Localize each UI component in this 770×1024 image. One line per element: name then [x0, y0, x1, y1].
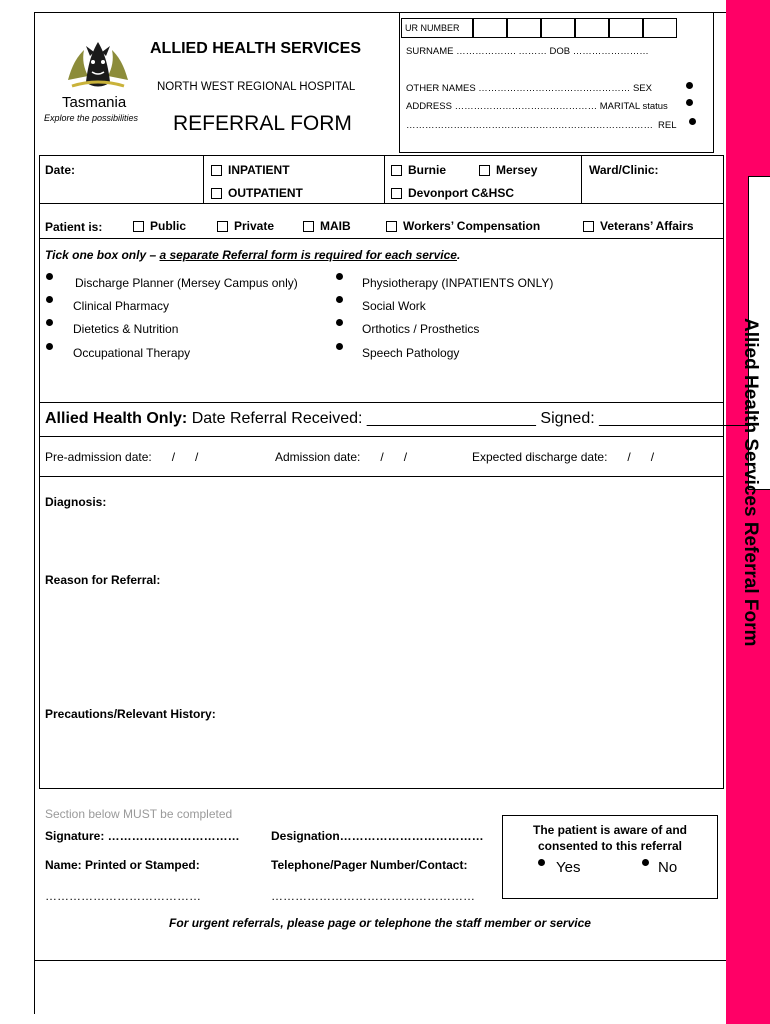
- no-bullet-icon[interactable]: [642, 859, 649, 866]
- devonport-option[interactable]: [391, 186, 514, 200]
- patient-is-label: Patient is:: [45, 220, 103, 234]
- allied-only-line: [45, 410, 750, 428]
- hospital-name: NORTH WEST REGIONAL HOSPITAL: [157, 81, 356, 93]
- allied-only-label: Allied Health Only:: [45, 410, 188, 427]
- urgent-note: For urgent referrals, please page or telephone the staff member or service: [169, 916, 591, 930]
- diagnosis-label: Diagnosis:: [45, 495, 107, 509]
- telephone-label: Telephone/Pager Number/Contact:: [271, 858, 468, 872]
- tasmania-logo-icon: [62, 36, 134, 94]
- dates-row-bottom: [39, 476, 724, 477]
- pre-admission-date[interactable]: Pre-admission date: / /: [45, 450, 199, 464]
- devonport-checkbox[interactable]: [391, 188, 402, 199]
- marital-bullet: [686, 99, 693, 106]
- services-instruction: [45, 248, 460, 262]
- ur-digit-2[interactable]: [507, 18, 541, 38]
- row-date-div3: [581, 155, 582, 203]
- telephone-field[interactable]: ……………………………………………: [271, 889, 475, 903]
- service-item[interactable]: Discharge Planner (Mersey Campus only): [75, 276, 298, 290]
- instruction-underlined: a separate Referral form is required for each service: [159, 248, 457, 262]
- yes-option[interactable]: Yes: [556, 859, 581, 876]
- footer-divider: [34, 960, 726, 961]
- allied-row-bottom: [39, 436, 724, 437]
- private-option[interactable]: [217, 219, 274, 233]
- inpatient-label: INPATIENT: [228, 163, 290, 177]
- precautions-label: Precautions/Relevant History:: [45, 707, 216, 721]
- devonport-label: Devonport C&HSC: [408, 186, 515, 200]
- private-label: Private: [234, 219, 275, 233]
- must-complete-note: Section below MUST be completed: [45, 807, 233, 821]
- allied-only-fields[interactable]: Date Referral Received: ___________________ Signed: _________________: [187, 410, 751, 427]
- public-checkbox[interactable]: [133, 221, 144, 232]
- surname-field[interactable]: SURNAME ………………. ……… DOB ……………………: [406, 46, 649, 57]
- frame-left: [34, 12, 35, 1014]
- inpatient-option[interactable]: [211, 163, 290, 177]
- name-label: Name: Printed or Stamped:: [45, 858, 200, 872]
- instruction-suffix: .: [456, 248, 461, 262]
- outpatient-label: OUTPATIENT: [228, 186, 303, 200]
- workers-comp-label: Workers’ Compensation: [403, 219, 541, 233]
- precautions-field[interactable]: [44, 724, 714, 784]
- reason-field[interactable]: [44, 590, 714, 700]
- private-checkbox[interactable]: [217, 221, 228, 232]
- service-bullet-icon[interactable]: [46, 296, 53, 303]
- reason-label: Reason for Referral:: [45, 573, 161, 587]
- org-name: ALLIED HEALTH SERVICES: [150, 40, 361, 57]
- address-field[interactable]: ADDRESS ……………………………………… MARITAL status: [406, 101, 668, 112]
- service-item[interactable]: Orthotics / Prosthetics: [362, 322, 480, 336]
- mersey-option[interactable]: [479, 163, 537, 177]
- address-line2[interactable]: ……………………………………………………………………: [406, 120, 653, 131]
- service-item[interactable]: Physiotherapy (INPATIENTS ONLY): [362, 276, 554, 290]
- veterans-option[interactable]: [583, 219, 694, 233]
- public-label: Public: [150, 219, 187, 233]
- ur-digit-4[interactable]: [575, 18, 609, 38]
- service-bullet-icon[interactable]: [46, 319, 53, 326]
- burnie-checkbox[interactable]: [391, 165, 402, 176]
- maib-option[interactable]: [303, 219, 351, 233]
- service-bullet-icon[interactable]: [336, 296, 343, 303]
- service-item[interactable]: Clinical Pharmacy: [73, 299, 170, 313]
- workers-comp-option[interactable]: [386, 219, 540, 233]
- logo-name: Tasmania: [62, 94, 127, 111]
- name-field[interactable]: …………………………………: [45, 889, 201, 903]
- form-title: REFERRAL FORM: [173, 112, 352, 135]
- admission-date[interactable]: Admission date: / /: [275, 450, 408, 464]
- row-patient-bottom: [39, 238, 724, 239]
- rel-label: REL: [658, 120, 677, 131]
- mersey-checkbox[interactable]: [479, 165, 490, 176]
- yes-bullet-icon[interactable]: [538, 859, 545, 866]
- outpatient-option[interactable]: [211, 186, 303, 200]
- veterans-checkbox[interactable]: [583, 221, 594, 232]
- burnie-option[interactable]: [391, 163, 446, 177]
- ur-digit-1[interactable]: [473, 18, 507, 38]
- no-option[interactable]: No: [658, 859, 678, 876]
- service-bullet-icon[interactable]: [46, 273, 53, 280]
- ur-digit-6[interactable]: [643, 18, 677, 38]
- outpatient-checkbox[interactable]: [211, 188, 222, 199]
- diagnosis-field[interactable]: [44, 512, 714, 567]
- allied-row-top: [39, 402, 724, 403]
- row-date-div1: [203, 155, 204, 203]
- inpatient-checkbox[interactable]: [211, 165, 222, 176]
- ward-clinic-label: Ward/Clinic:: [589, 163, 659, 177]
- ur-number-text: UR NUMBER: [405, 23, 460, 33]
- service-item[interactable]: Occupational Therapy: [73, 346, 191, 360]
- mersey-label: Mersey: [496, 163, 538, 177]
- consent-line1: The patient is aware of and: [532, 823, 688, 837]
- service-item[interactable]: Speech Pathology: [362, 346, 460, 360]
- rel-bullet: [689, 118, 696, 125]
- ur-digit-5[interactable]: [609, 18, 643, 38]
- service-item[interactable]: Social Work: [362, 299, 426, 313]
- logo-tagline: Explore the possibilities: [44, 113, 139, 123]
- ur-digit-3[interactable]: [541, 18, 575, 38]
- burnie-label: Burnie: [408, 163, 447, 177]
- veterans-label: Veterans’ Affairs: [600, 219, 694, 233]
- date-label: Date:: [45, 163, 76, 177]
- maib-label: MAIB: [320, 219, 351, 233]
- row-date-div2: [384, 155, 385, 203]
- designation-field[interactable]: Designation………………………………: [271, 829, 484, 843]
- service-bullet-icon[interactable]: [336, 319, 343, 326]
- signature-field[interactable]: Signature: ……………………………: [45, 829, 240, 843]
- service-bullet-icon[interactable]: [336, 343, 343, 350]
- workers-comp-checkbox[interactable]: [386, 221, 397, 232]
- service-bullet-icon[interactable]: [336, 273, 343, 280]
- sex-bullet: [686, 82, 693, 89]
- instruction-prefix: Tick one box only –: [45, 248, 160, 262]
- service-bullet-icon[interactable]: [46, 343, 53, 350]
- expected-discharge-date[interactable]: Expected discharge date: / /: [472, 450, 655, 464]
- side-tab-title: Allied Health Services Referral Form: [740, 318, 761, 647]
- consent-line2: consented to this referral: [537, 839, 683, 853]
- maib-checkbox[interactable]: [303, 221, 314, 232]
- public-option[interactable]: [133, 219, 186, 233]
- other-names-field[interactable]: OTHER NAMES ………………………………………… SEX: [406, 83, 652, 94]
- service-item[interactable]: Dietetics & Nutrition: [73, 322, 179, 336]
- row-date-bottom: [39, 203, 724, 204]
